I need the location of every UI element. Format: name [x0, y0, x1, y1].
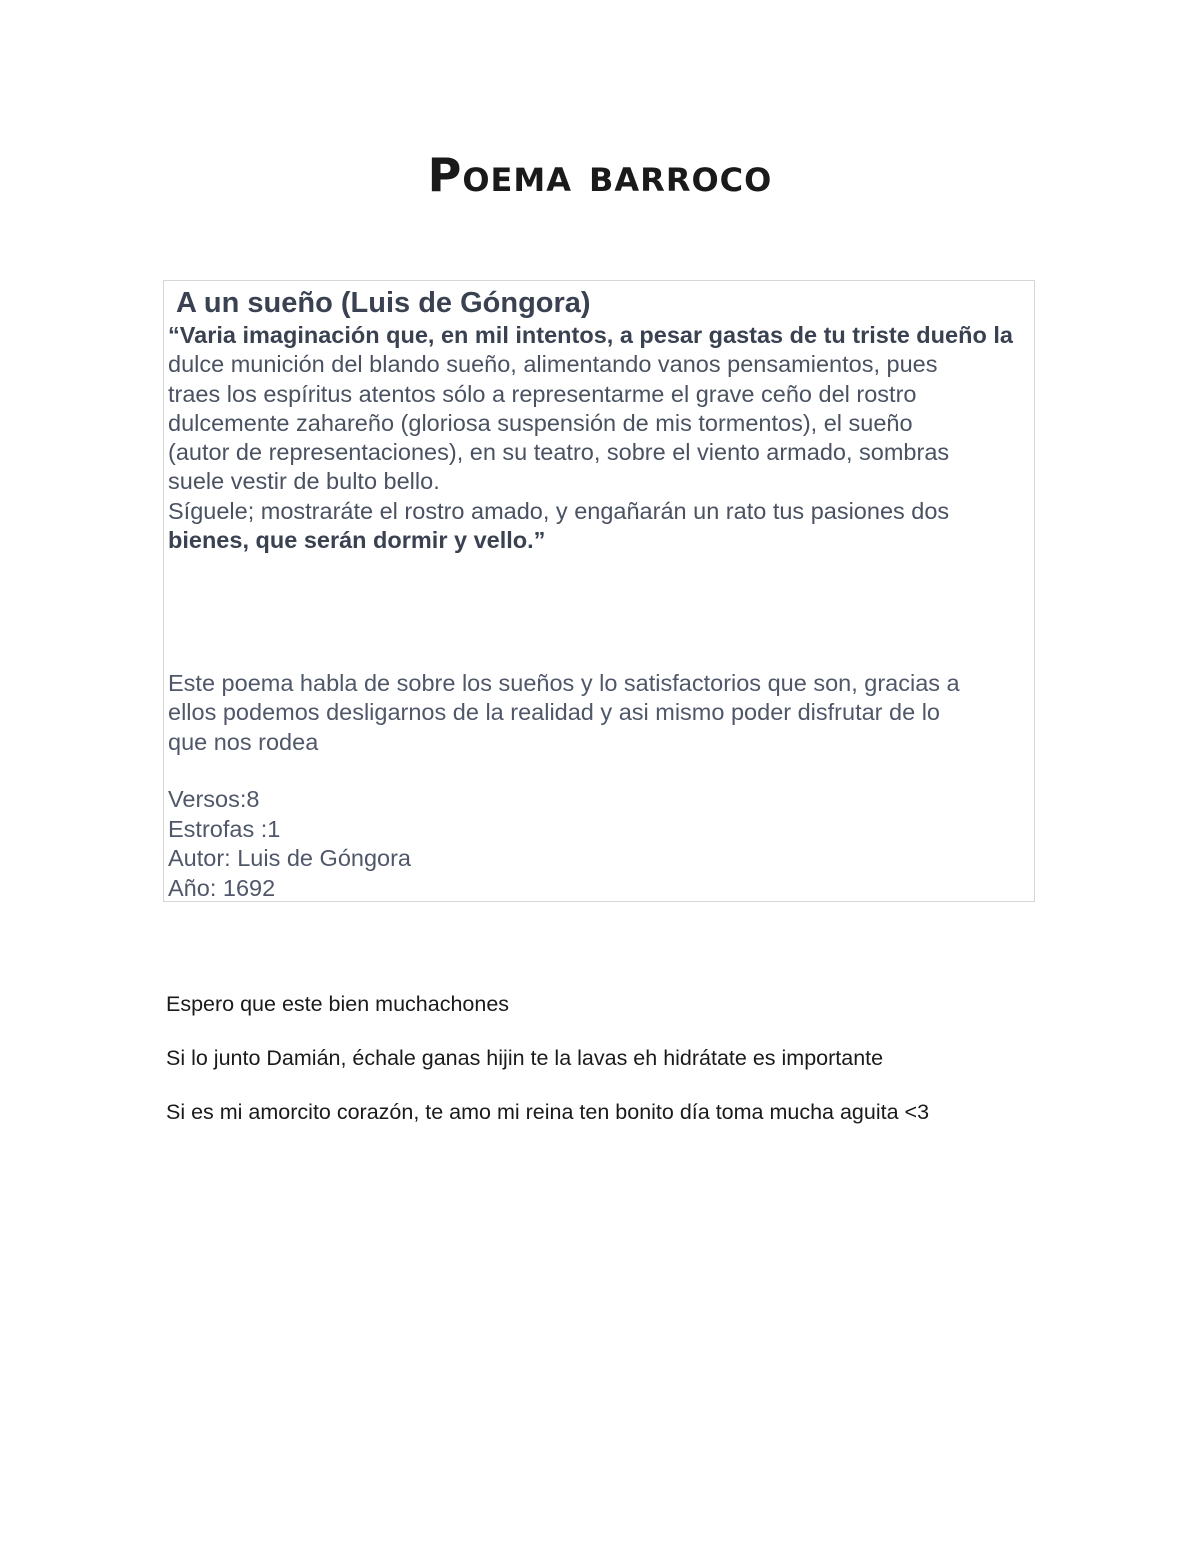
poem-line: dulce munición del blando sueño, alimentando vanos pensamientos, pues [168, 351, 938, 378]
poem-line: dulcemente zahareño (gloriosa suspensión de mis tormentos), el sueño [168, 409, 913, 436]
analysis-line: ellos podemos desligarnos de la realidad y asi mismo poder disfrutar de lo [168, 699, 940, 726]
poem-heading: A un sueño (Luis de Góngora) [176, 287, 591, 319]
note-damian: Si lo junto Damián, échale ganas hijin te la lavas eh hidrátate es importante [166, 1046, 884, 1070]
poem-facts [168, 785, 411, 903]
poem-line: Síguele; mostraráte el rostro amado, y engañarán un rato tus pasiones dos [168, 497, 950, 524]
poem-analysis [168, 669, 1028, 757]
page-title: Poema barroco [427, 148, 773, 202]
analysis-line: Este poema habla de sobre los sueños y lo satisfactorios que son, gracias a [168, 670, 960, 696]
note-amorcito: Si es mi amorcito corazón, te amo mi reina ten bonito día toma mucha aguita <3 [166, 1100, 930, 1124]
poem-box [163, 280, 1035, 902]
fact-anio: Año: 1692 [168, 874, 276, 901]
poem-line: “Varia imaginación que, en mil intentos, a pesar gastas de tu triste dueño la [168, 322, 1013, 348]
note-greeting: Espero que este bien muchachones [166, 992, 510, 1016]
fact-estrofas: Estrofas :1 [168, 815, 281, 842]
poem-line: bienes, que serán dormir y vello.” [168, 527, 546, 554]
poem-line: (autor de representaciones), en su teatro, sobre el viento armado, sombras [168, 439, 950, 466]
analysis-line: que nos rodea [168, 728, 319, 755]
fact-autor: Autor: Luis de Góngora [168, 845, 411, 871]
fact-versos: Versos:8 [168, 786, 260, 812]
poem-text [168, 321, 1028, 555]
poem-line: suele vestir de bulto bello. [168, 468, 440, 495]
poem-line: traes los espíritus atentos sólo a representarme el grave ceño del rostro [168, 380, 917, 407]
